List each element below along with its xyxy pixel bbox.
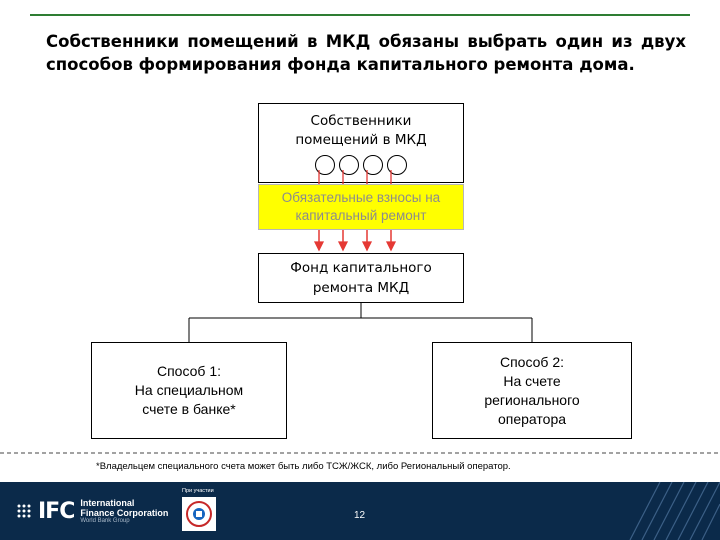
footer-bar bbox=[0, 482, 720, 540]
contribution-arrowhead-3 bbox=[363, 242, 371, 250]
ifc-name-line2: Finance Corporation bbox=[80, 508, 169, 518]
method-1-heading: Способ 1: bbox=[156, 363, 221, 379]
owners-label-line1: Собственники bbox=[310, 113, 412, 129]
owners-label-line2: помещений в МКД bbox=[295, 132, 427, 148]
method-2-line3: регионального bbox=[484, 391, 580, 408]
footer-decoration bbox=[600, 482, 720, 540]
footnote: *Владельцем специального счета может быть либо ТСЖ/ЖСК, либо Региональный оператор. bbox=[96, 461, 511, 472]
owners-box bbox=[258, 103, 464, 183]
method-2-line2: На счете bbox=[503, 372, 561, 389]
contributions-label-line2: капитальный ремонт bbox=[295, 208, 427, 223]
contribution-arrowhead-2 bbox=[339, 242, 347, 250]
method-2-heading: Способ 2: bbox=[499, 353, 564, 370]
owner-circle-icon bbox=[363, 155, 383, 175]
ifc-logo bbox=[16, 498, 168, 524]
method-1-line2: На специальном bbox=[134, 382, 244, 398]
fund-label-line1: Фонд капитального bbox=[290, 260, 432, 276]
method-1-box bbox=[91, 342, 287, 439]
contribution-arrowhead-4 bbox=[387, 242, 395, 250]
owner-circle-icon bbox=[339, 155, 359, 175]
owner-circles bbox=[315, 155, 407, 175]
method-2-line4: оператора bbox=[497, 410, 567, 427]
method-1-line3: счете в банке* bbox=[142, 401, 236, 417]
fund-label-line2: ремонта МКД bbox=[312, 280, 410, 296]
owner-circle-icon bbox=[315, 155, 335, 175]
contribution-arrowhead-1 bbox=[315, 242, 323, 250]
ifc-globe-icon bbox=[16, 503, 32, 519]
page-number: 12 bbox=[354, 510, 366, 521]
slide-title: Собственники помещений в МКД обязаны выбрать один из двух способов формирования фонда капитального ремонта дома. bbox=[46, 32, 686, 74]
owner-circle-icon bbox=[387, 155, 407, 175]
contributions-label-line1: Обязательные взносы на bbox=[281, 190, 441, 205]
fund-box bbox=[258, 253, 464, 303]
partner-emblem-icon bbox=[182, 497, 216, 531]
contributions-box bbox=[258, 184, 464, 230]
ifc-logo-text bbox=[80, 498, 168, 524]
partner-logo bbox=[182, 497, 216, 531]
method-2-box bbox=[432, 342, 632, 439]
ifc-name-line1: International bbox=[80, 498, 135, 508]
ifc-logo-mark: IFC bbox=[38, 498, 75, 524]
partner-label: При участии bbox=[182, 488, 214, 494]
ifc-sub-line: World Bank Group bbox=[80, 518, 130, 524]
